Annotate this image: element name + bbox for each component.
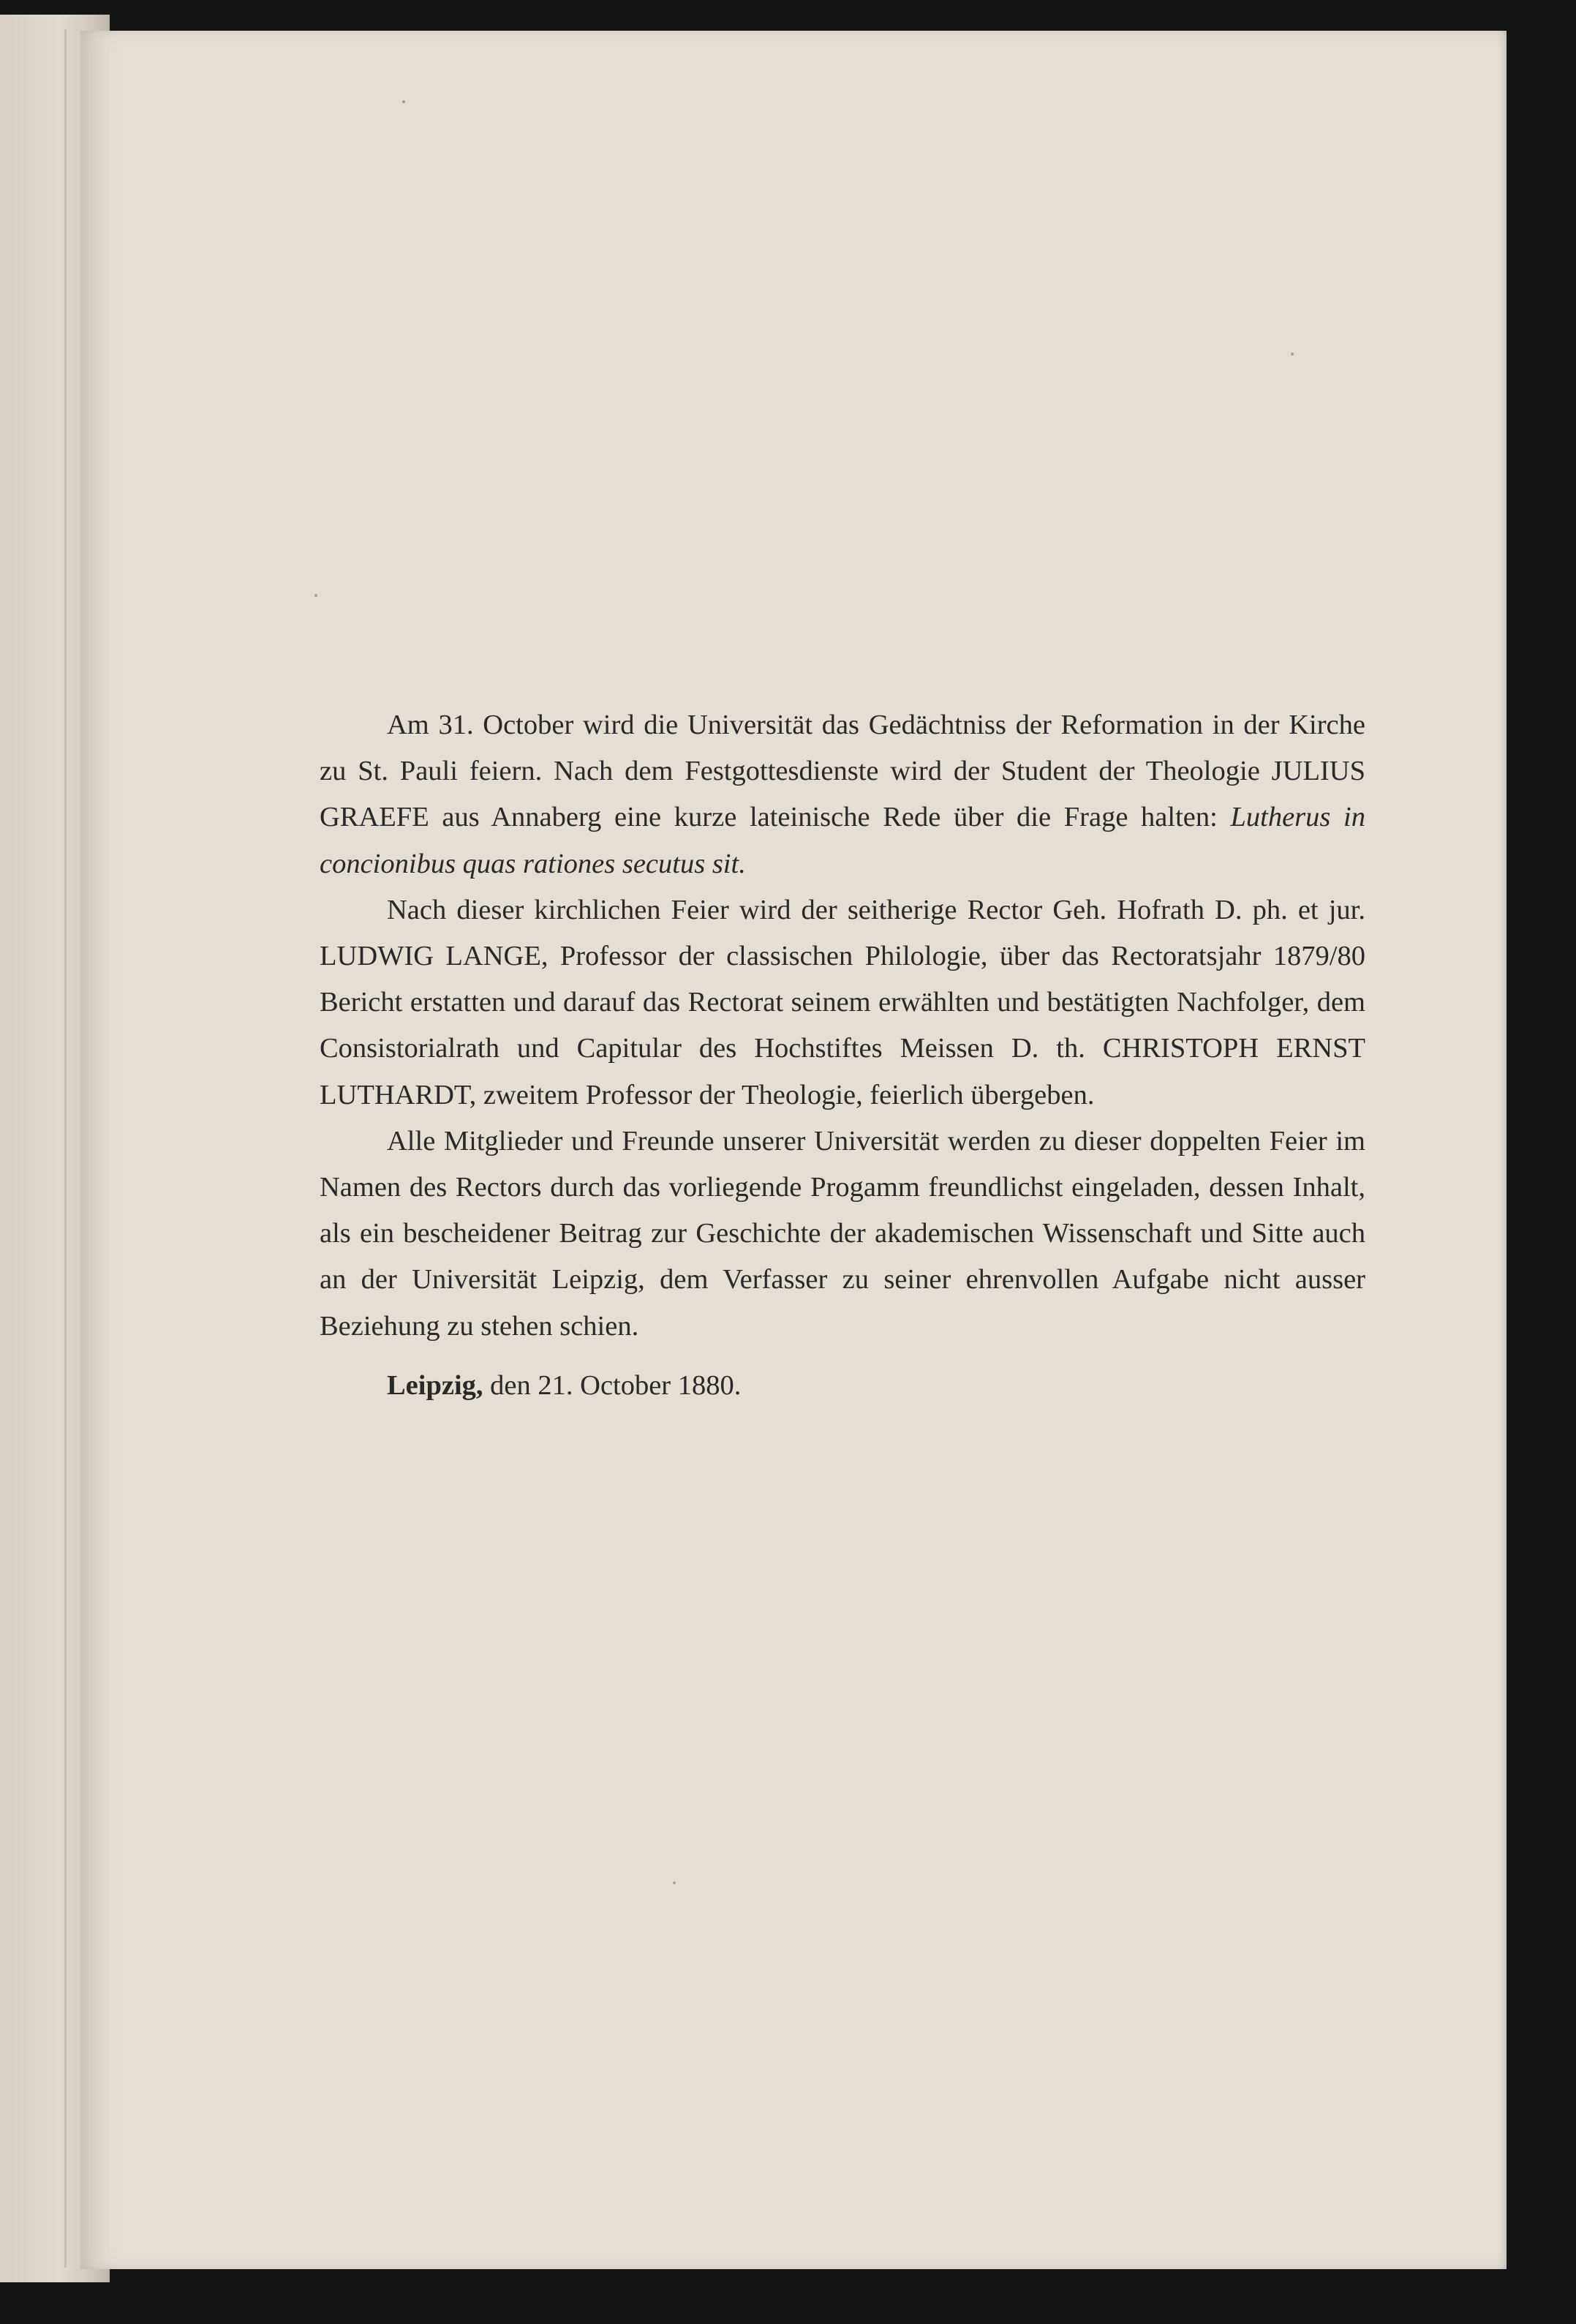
- paragraph-1-text: Am 31. October wird die Universität das Gedächtniss der Reformation in der Kirche zu St. Pauli feiern. Nach dem Festgottesdienste wird der Student der Theologie JULIUS GRAEFE aus Annaberg eine kurze lateinische Rede über die Frage halten:: [320, 710, 1365, 833]
- paragraph-invitation: Alle Mitglieder und Freunde unserer Universität werden zu dieser doppelten Feier im Namen des Rectors durch das vorliegende Progamm freundlichst eingeladen, dessen Inhalt, als ein bescheidener Beitrag zur Geschichte der akademischen Wissenschaft und Sitte auch an der Universität Leipzig, dem Verfasser zu seiner ehrenvollen Aufgabe nicht ausser Beziehung zu stehen schien.: [320, 1125, 1365, 1342]
- paragraph-rectorate-handover: Nach dieser kirchlichen Feier wird der seitherige Rector Geh. Hofrath D. ph. et jur. LUDWIG LANGE, Professor der classischen Philologie, über das Rectoratsjahr 1879/80 Bericht erstatten und darauf das Rectorat seinem erwählten und bestätigten Nachfolger, dem Consistorialrath und Capitular des Hochstiftes Meissen D. th. CHRISTOPH ERNST LUTHARDT, zweitem Professor der Theologie, feierlich übergeben.: [320, 894, 1365, 1110]
- announcement-text: [320, 702, 1365, 1409]
- paper-speck: [402, 100, 405, 103]
- paper-speck: [673, 1881, 676, 1884]
- paper-speck: [314, 594, 317, 597]
- book-gutter: [64, 29, 67, 2268]
- paper-speck: [1291, 353, 1294, 356]
- closing-place: Leipzig,: [387, 1369, 483, 1401]
- closing-dateline: [320, 1363, 1365, 1409]
- closing-date: den 21. October 1880.: [490, 1369, 742, 1401]
- paragraph-reformation-service: [320, 702, 1365, 887]
- paragraph-1-latin-title: Lutherus in concionibus quas rationes secutus sit.: [320, 802, 1366, 879]
